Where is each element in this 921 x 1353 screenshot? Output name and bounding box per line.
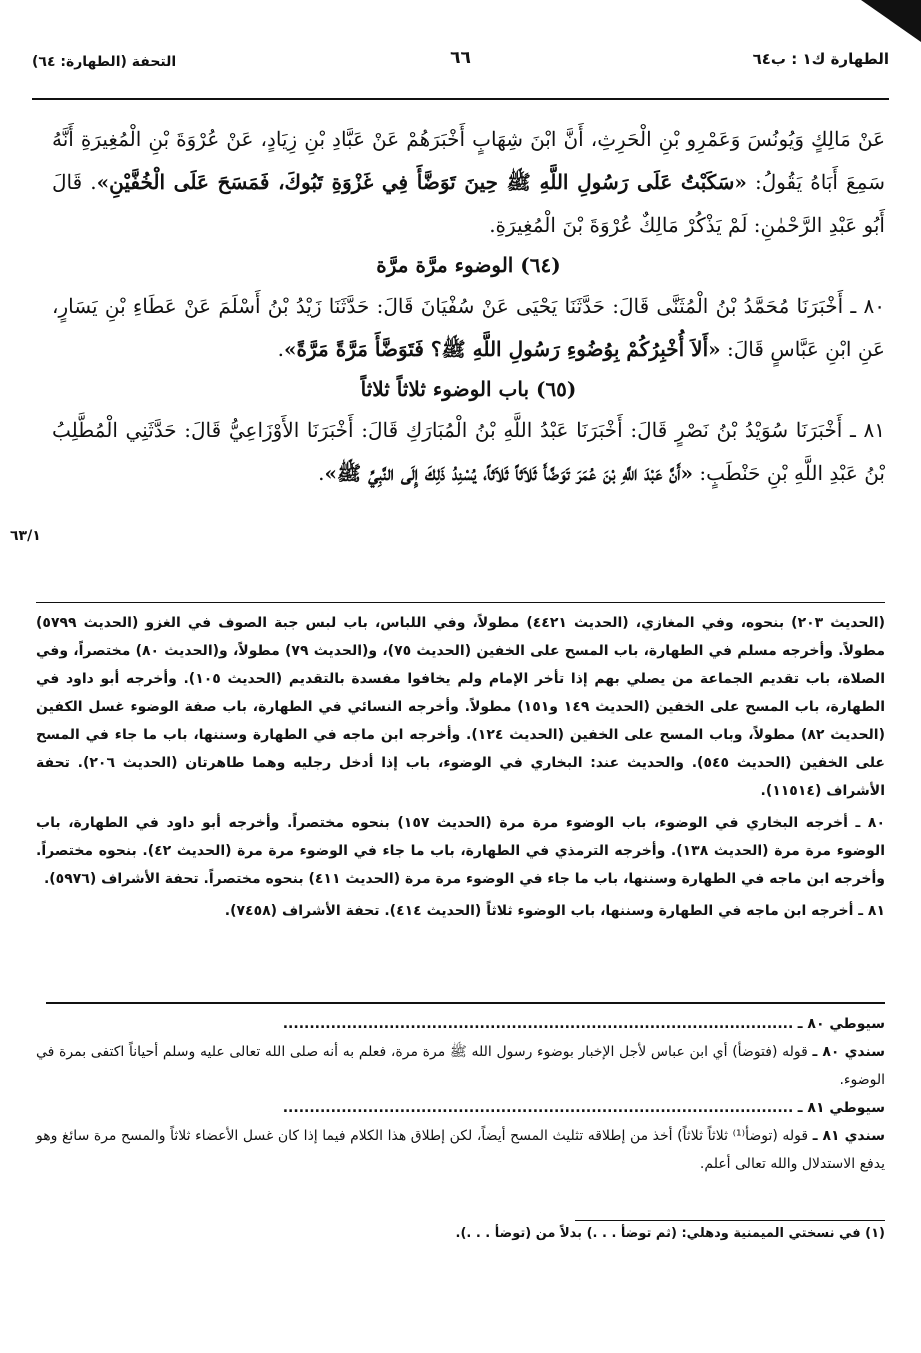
end-text: . bbox=[318, 461, 325, 485]
matn-text: «أَنَّ عَبْدَ اللَّهِ بْنَ عُمَرَ تَوَضَّأَ ثَلاَثاً ثَلاَثاً، يُسْنِدُ ذَلِكَ إِلَى النَّبِيِّ ﷺ» bbox=[324, 461, 693, 485]
dotted-leader: ................................................................................................ bbox=[282, 1100, 794, 1116]
sharh-rule bbox=[46, 1002, 885, 1004]
hadith-80 bbox=[52, 285, 885, 371]
sindi-80-text: قوله (فتوضأ) أي ابن عباس لأجل الإخبار بوضوء رسول الله ﷺ مرة مرة، فعلم به أنه صلى الله تعالى عليه وسلم أحياناً اكتفى بمرة في الوضوء. bbox=[36, 1044, 885, 1088]
dotted-leader: ................................................................................................ bbox=[282, 1016, 794, 1032]
header-book-ref: الطهارة ك١ : ب٦٤ bbox=[752, 50, 889, 68]
suyuti-81-label: سيوطي ٨١ ـ bbox=[797, 1100, 885, 1116]
page-number: ٦٦ bbox=[450, 48, 471, 68]
sindi-81-text: قوله (توضأ⁽¹⁾ ثلاثاً ثلاثاً) أخذ من إطلاقه تثليث المسح أيضاً، لكن إطلاق هذا الكلام فيما إذا كان غسل الأعضاء ثلاثاً والمسح مرة سائغ وهو يدفع الاستدلال والله تعالى أعلم. bbox=[36, 1128, 885, 1172]
chapter-heading-64: (٦٤) الوضوء مرَّة مرَّة bbox=[376, 253, 561, 277]
matn-text: «سَكَبْتُ عَلَى رَسُولِ اللَّهِ ﷺ حِينَ تَوَضَّأَ فِي غَزْوَةِ تَبُوكَ، فَمَسَحَ عَلَى الْخُفَّيْنِ» bbox=[96, 170, 747, 194]
sindi-80-label: سندي ٨٠ ـ bbox=[812, 1044, 885, 1060]
takhrij-81: ٨١ ـ أخرجه ابن ماجه في الطهارة وسننها، باب الوضوء ثلاثاً (الحديث ٤١٤). تحفة الأشراف (٧٤٥٨). bbox=[224, 903, 885, 919]
isnad-text: ٨٠ ـ أَخْبَرَنَا مُحَمَّدُ بْنُ الْمُثَنَّى قَالَ: حَدَّثَنَا يَحْيَى عَنْ سُفْيَانَ قَالَ: حَدَّثَنَا زَيْدُ بْنُ أَسْلَمَ عَنْ عَطَاءِ بْنِ يَسَارٍ، عَنِ ابْنِ عَبَّاسٍ قَالَ: bbox=[52, 294, 885, 361]
comment-text: . قَالَ أَبُو عَبْدِ الرَّحْمٰنِ: لَمْ يَذْكُرْ مَالِكٌ عُرْوَةَ بْنَ الْمُغِيرَةِ. bbox=[52, 170, 885, 237]
page-corner-shadow bbox=[861, 0, 921, 42]
takhrij-footnotes bbox=[36, 600, 885, 929]
suyuti-80 bbox=[36, 1010, 885, 1038]
footnote-rule bbox=[575, 1220, 885, 1221]
takhrij-79: (الحديث ٢٠٣) بنحوه، وفي المغازي، (الحديث ٤٤٢١) مطولاً، وفي اللباس، باب لبس جبة الصوف في الغزو (الحديث ٥٧٩٩) مطولاً. وأخرجه مسلم في الطهارة، باب المسح على الخفين (الحديث ٧٥)، و(الحديث ٧٩) مطولاً، و(الحديث ٨٠) مختصراً، وفي الصلاة، باب تقديم الجماعة من يصلي بهم إذا تأخر الإمام ولم يخافوا مفسدة بالتقديم (الحديث ١٠٥). وأخرجه أبو داود في الطهارة، باب المسح على الخفين (الحديث ١٤٩ و١٥١) مطولاً. وأخرجه النسائي في الطهارة، باب صفة الوضوء غسل الكفين (الحديث ٨٢) مطولاً، وباب المسح على الخفين (الحديث ١٢٤). وأخرجه ابن ماجه في الطهارة وسننها، باب ما جاء في المسح على الخفين (الحديث ٥٤٥). والحديث عند: البخاري في الوضوء، باب إذا أدخل رجليه وهما طاهرتان (الحديث ٢٠٦). تحفة الأشراف (١١٥١٤). bbox=[36, 615, 885, 799]
header-rule bbox=[32, 98, 889, 100]
marginal-note: ٦٣/١ bbox=[10, 528, 41, 544]
footnote-separator bbox=[36, 602, 885, 603]
footnote-1: (١) في نسختي الميمنية ودهلي: (ثم توضأ . . .) بدلاً من (توضأ . . .). bbox=[455, 1226, 885, 1241]
suyuti-80-label: سيوطي ٨٠ ـ bbox=[797, 1016, 885, 1032]
sindi-81-label: سندي ٨١ ـ bbox=[812, 1128, 885, 1144]
page-header bbox=[32, 48, 889, 88]
suyuti-81 bbox=[36, 1094, 885, 1122]
commentary-section bbox=[36, 1010, 885, 1178]
takhrij-80: ٨٠ ـ أخرجه البخاري في الوضوء، باب الوضوء مرة مرة (الحديث ١٥٧) بنحوه مختصراً. وأخرجه أبو داود في الطهارة، باب الوضوء مرة مرة (الحديث ١٣٨). وأخرجه الترمذي في الطهارة، باب ما جاء في الوضوء مرة مرة (الحديث ٤٢). بنحوه مختصراً. وأخرجه ابن ماجه في الطهارة وسننها، باب ما جاء في الوضوء مرة مرة (الحديث ٤١١) بنحوه مختصراً. تحفة الأشراف (٥٩٧٦). bbox=[36, 815, 885, 887]
hadith-81 bbox=[52, 409, 885, 495]
isnad-text: عَنْ مَالِكٍ وَيُونُسَ وَعَمْرِو بْنِ الْحَرِثِ، أَنَّ ابْنَ شِهَابٍ أَخْبَرَهُمْ عَنْ عَبَّادِ بْنِ زِيَادٍ، عَنْ عُرْوَةَ بْنِ الْمُغِيرَةِ أَنَّهُ سَمِعَ أَبَاهُ يَقُولُ: bbox=[52, 127, 885, 194]
hadith-79-continuation bbox=[52, 118, 885, 247]
sindi-81 bbox=[36, 1122, 885, 1178]
end-text: . bbox=[277, 337, 285, 361]
chapter-heading-65: (٦٥) باب الوضوء ثلاثاً ثلاثاً bbox=[360, 377, 577, 401]
main-text bbox=[52, 118, 885, 501]
sindi-80 bbox=[36, 1038, 885, 1094]
matn-text: «أَلاَ أُخْبِرُكُمْ بِوُضُوءِ رَسُولِ اللَّهِ ﷺ؟ فَتَوَضَّأَ مَرَّةً مَرَّةً» bbox=[284, 337, 721, 361]
header-tuhfa-ref: التحفة (الطهارة: ٦٤) bbox=[32, 54, 177, 70]
isnad-text: ٨١ ـ أَخْبَرَنَا سُوَيْدُ بْنُ نَصْرٍ قَالَ: أَخْبَرَنَا عَبْدُ اللَّهِ بْنُ الْمُبَارَكِ قَالَ: أَخْبَرَنَا الأَوْزَاعِيُّ قَالَ: حَدَّثَنِي الْمُطَّلِبُ بْنُ عَبْدِ اللَّهِ بْنِ حَنْطَبٍ: bbox=[52, 418, 885, 485]
